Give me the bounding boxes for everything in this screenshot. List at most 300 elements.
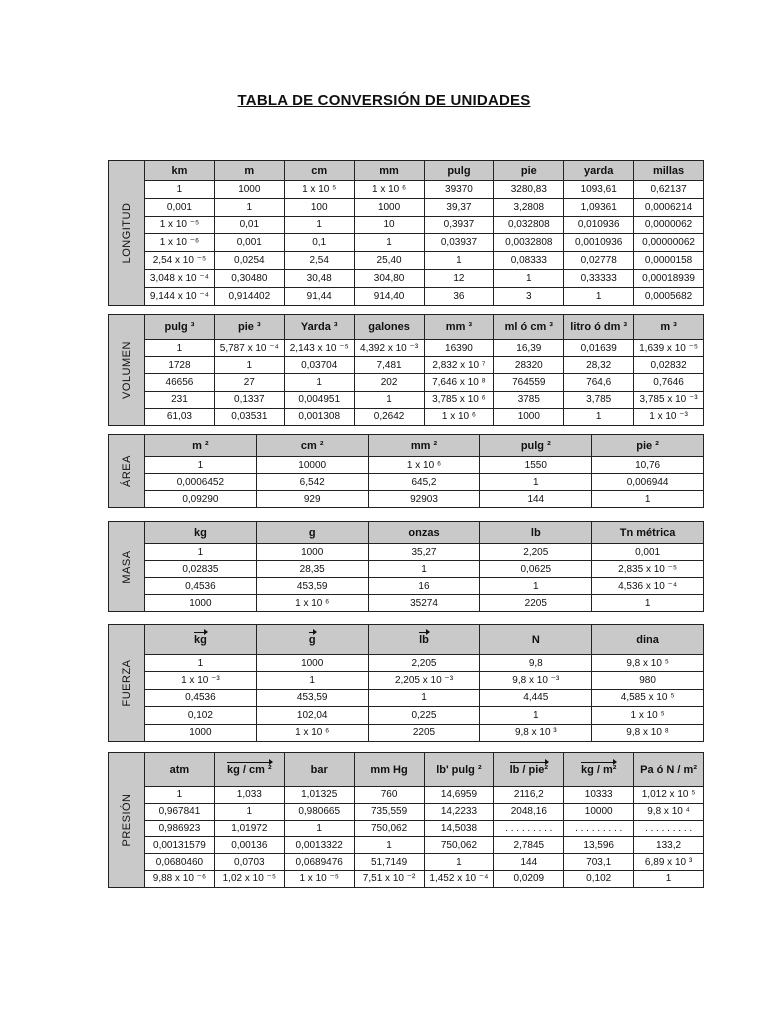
column-header-text: lb [530, 526, 541, 539]
table-cell: 0,0006214 [634, 198, 704, 216]
column-header-text: pie ² [636, 439, 659, 452]
column-header-text: Tn métrica [619, 526, 676, 539]
table-cell: 2,143 x 10 ⁻⁵ [284, 340, 354, 357]
table-cell: 28,35 [256, 561, 368, 578]
column-header [256, 435, 368, 457]
table-cell: 0,00018939 [634, 269, 704, 287]
table-cell: 0,4536 [145, 578, 257, 595]
table-cell: 0,225 [368, 707, 480, 724]
table-row [109, 216, 704, 234]
column-header-text: m [244, 164, 255, 177]
column-header [256, 625, 368, 655]
table-row [109, 820, 704, 837]
column-header [145, 315, 215, 340]
table-cell: 7,481 [354, 357, 424, 374]
table-cell: 1 x 10 ⁶ [354, 181, 424, 199]
column-header-text: lb' pulg ² [436, 763, 482, 776]
table-cell: 0,01639 [564, 340, 634, 357]
table-cell: 1 [214, 803, 284, 820]
table-cell: . . . . . . . . . [564, 820, 634, 837]
table-category-label: PRESIÓN [120, 793, 133, 847]
table-cell: 453,59 [256, 689, 368, 706]
column-header [145, 625, 257, 655]
table-cell: 0,3937 [424, 216, 494, 234]
table-cell: 0,03531 [214, 408, 284, 425]
table-cell: 28320 [494, 357, 564, 374]
column-header [480, 435, 592, 457]
conversion-table-longitud [108, 160, 704, 306]
table-category-label: ÁREA [120, 455, 133, 487]
column-header [145, 522, 257, 544]
table-cell: 16390 [424, 340, 494, 357]
table-cell: 0,1 [284, 234, 354, 252]
table-cell: 0,02778 [564, 252, 634, 270]
table-cell: 1000 [354, 198, 424, 216]
table-cell: 1 [145, 787, 215, 804]
table-row [109, 457, 704, 474]
table-row [109, 408, 704, 425]
table-cell: 0,4536 [145, 689, 257, 706]
table-cell: 1 [284, 374, 354, 391]
table-side-label-cell [109, 161, 145, 306]
table-cell: 1000 [256, 544, 368, 561]
table-cell: 0,03937 [424, 234, 494, 252]
column-header [634, 315, 704, 340]
column-header [592, 625, 704, 655]
table-cell: 1 [480, 474, 592, 491]
table-cell: 0,30480 [214, 269, 284, 287]
table-cell: 0,02835 [145, 561, 257, 578]
table-cell: 3 [494, 287, 564, 305]
table-cell: 7,51 x 10 ⁻² [354, 870, 424, 887]
table-cell: 1 [480, 707, 592, 724]
column-header-text: onzas [408, 526, 440, 539]
table-cell: 144 [480, 491, 592, 508]
column-header [284, 753, 354, 787]
table-cell: 7,646 x 10 ⁸ [424, 374, 494, 391]
table-cell: 61,03 [145, 408, 215, 425]
table-cell: 27 [214, 374, 284, 391]
table-header-row [109, 522, 704, 544]
column-header [214, 161, 284, 181]
table-cell: 0,001 [214, 234, 284, 252]
column-header-text: mm [379, 164, 399, 177]
column-header-text: kg [193, 633, 207, 646]
table-cell: 914,40 [354, 287, 424, 305]
table-cell: 0,0005682 [634, 287, 704, 305]
table-cell: 1,02 x 10 ⁻⁵ [214, 870, 284, 887]
column-header [354, 315, 424, 340]
table-cell: 750,062 [354, 820, 424, 837]
table-side-label-cell [109, 522, 145, 612]
table-cell: 4,392 x 10 ⁻³ [354, 340, 424, 357]
table-cell: 0,7646 [634, 374, 704, 391]
table-cell: 1 [145, 544, 257, 561]
table-row [109, 689, 704, 706]
table-cell: 0,010936 [564, 216, 634, 234]
table-row [109, 357, 704, 374]
table-cell: 30,48 [284, 269, 354, 287]
table-cell: 0,0000062 [634, 216, 704, 234]
table-cell: 10333 [564, 787, 634, 804]
column-header-text: atm [169, 763, 190, 776]
table-cell: 0,032808 [494, 216, 564, 234]
table-cell: 1 [564, 408, 634, 425]
column-header-text: pie [520, 164, 537, 177]
column-header [368, 625, 480, 655]
table-row [109, 234, 704, 252]
column-header-text: millas [652, 164, 685, 177]
table-cell: 0,1337 [214, 391, 284, 408]
column-header-text: kg / m² [580, 763, 617, 776]
table-row [109, 491, 704, 508]
table-cell: 0,01 [214, 216, 284, 234]
column-header [494, 315, 564, 340]
column-header [256, 522, 368, 544]
column-header [634, 753, 704, 787]
table-row [109, 707, 704, 724]
column-header-text: galones [368, 321, 410, 333]
table-cell: 1 x 10 ⁵ [592, 707, 704, 724]
table-cell: 0,08333 [494, 252, 564, 270]
table-cell: 1000 [145, 595, 257, 612]
table-cell: 1 x 10 ⁶ [256, 595, 368, 612]
table-cell: 14,5038 [424, 820, 494, 837]
table-side-label-cell [109, 315, 145, 426]
table-cell: 36 [424, 287, 494, 305]
table-cell: 1 x 10 ⁻³ [634, 408, 704, 425]
table-cell: 9,144 x 10 ⁻⁴ [145, 287, 215, 305]
column-header [480, 625, 592, 655]
table-row [109, 374, 704, 391]
column-header-text: cm ² [300, 439, 324, 452]
column-header [145, 435, 257, 457]
table-cell: 0,0689476 [284, 854, 354, 871]
table-header-row [109, 315, 704, 340]
column-header [480, 522, 592, 544]
column-header-text: dina [636, 633, 659, 646]
table-cell: 0,0006452 [145, 474, 257, 491]
table-row [109, 837, 704, 854]
table-cell: 1,452 x 10 ⁻⁴ [424, 870, 494, 887]
table-cell: 3,785 x 10 ⁻³ [634, 391, 704, 408]
table-cell: 1 [368, 689, 480, 706]
table-cell: 1,639 x 10 ⁻⁵ [634, 340, 704, 357]
table-cell: 3280,83 [494, 181, 564, 199]
table-cell: 3,048 x 10 ⁻⁴ [145, 269, 215, 287]
table-cell: 0,00131579 [145, 837, 215, 854]
table-cell: 0,0703 [214, 854, 284, 871]
column-header-text: pulg ² [520, 439, 551, 452]
table-cell: 1 [284, 216, 354, 234]
table-cell: 764559 [494, 374, 564, 391]
table-cell: 0,980665 [284, 803, 354, 820]
table-cell: 2,54 [284, 252, 354, 270]
table-cell: 3,2808 [494, 198, 564, 216]
table-cell: 0,0010936 [564, 234, 634, 252]
table-cell: 453,59 [256, 578, 368, 595]
table-cell: 0,0032808 [494, 234, 564, 252]
column-header-text: m ³ [660, 321, 677, 333]
column-header-text: litro ó dm ³ [570, 321, 628, 333]
column-header-text: pie ³ [238, 321, 261, 333]
table-row [109, 561, 704, 578]
table-cell: 2,54 x 10 ⁻⁵ [145, 252, 215, 270]
table-cell: 1 [354, 391, 424, 408]
table-cell: 39,37 [424, 198, 494, 216]
column-header [214, 753, 284, 787]
table-row [109, 391, 704, 408]
table-row [109, 787, 704, 804]
table-cell: 1 x 10 ⁻⁵ [284, 870, 354, 887]
table-cell: 10 [354, 216, 424, 234]
table-cell: 9,88 x 10 ⁻⁶ [145, 870, 215, 887]
table-cell: 0,0625 [480, 561, 592, 578]
table-cell: 0,001 [145, 198, 215, 216]
column-header-text: g [308, 526, 316, 539]
column-header-text: cm [311, 164, 328, 177]
conversion-table-volumen [108, 314, 704, 426]
table-cell: 2,832 x 10 ⁷ [424, 357, 494, 374]
column-header [354, 161, 424, 181]
table-row [109, 252, 704, 270]
table-cell: 0,0013322 [284, 837, 354, 854]
table-cell: 1 x 10 ⁶ [256, 724, 368, 741]
table-cell: 1 [214, 357, 284, 374]
table-cell: 645,2 [368, 474, 480, 491]
table-cell: 16 [368, 578, 480, 595]
table-row [109, 870, 704, 887]
table-cell: 0,001308 [284, 408, 354, 425]
column-header-text: lb / pie² [509, 763, 549, 776]
column-header-text: yarda [584, 164, 614, 177]
table-cell: 0,03704 [284, 357, 354, 374]
table-cell: 1 [424, 854, 494, 871]
column-header-text: bar [310, 763, 328, 776]
table-side-label-cell [109, 753, 145, 888]
column-header [145, 753, 215, 787]
column-header-text: g [308, 633, 316, 646]
table-cell: 1 [145, 655, 257, 672]
table-row [109, 655, 704, 672]
table-cell: 1000 [256, 655, 368, 672]
table-row [109, 672, 704, 689]
column-header [592, 522, 704, 544]
table-cell: 1 x 10 ⁻⁶ [145, 234, 215, 252]
table-row [109, 198, 704, 216]
table-cell: 2048,16 [494, 803, 564, 820]
table-cell: 3,785 [564, 391, 634, 408]
table-cell: 25,40 [354, 252, 424, 270]
table-cell: 1 [592, 491, 704, 508]
column-header-text: N [531, 633, 540, 646]
table-cell: 0,00000062 [634, 234, 704, 252]
table-cell: 1 [494, 269, 564, 287]
conversion-table-presion [108, 752, 704, 888]
column-header [284, 315, 354, 340]
table-cell: 0,102 [145, 707, 257, 724]
table-cell: 5,787 x 10 ⁻⁴ [214, 340, 284, 357]
column-header [424, 753, 494, 787]
table-side-label-cell [109, 435, 145, 508]
table-cell: 2205 [368, 724, 480, 741]
column-header [564, 753, 634, 787]
table-cell: 1000 [494, 408, 564, 425]
table-header-row [109, 161, 704, 181]
table-cell: 9,8 x 10 ³ [480, 724, 592, 741]
table-cell: 1 x 10 ⁻³ [145, 672, 257, 689]
table-cell: 2205 [480, 595, 592, 612]
conversion-table-area [108, 434, 704, 508]
table-cell: 14,2233 [424, 803, 494, 820]
table-cell: 1 [145, 181, 215, 199]
table-cell: 1 [145, 457, 257, 474]
column-header-text: pulg ³ [164, 321, 195, 333]
table-row [109, 724, 704, 741]
table-cell: 0,0254 [214, 252, 284, 270]
column-header-text: m ² [192, 439, 209, 452]
column-header [145, 161, 215, 181]
table-row [109, 340, 704, 357]
table-cell: 1000 [145, 724, 257, 741]
table-cell: 0,2642 [354, 408, 424, 425]
table-cell: 4,445 [480, 689, 592, 706]
table-category-label: VOLUMEN [120, 341, 133, 399]
table-cell: 1 x 10 ⁵ [284, 181, 354, 199]
table-cell: 0,33333 [564, 269, 634, 287]
table-cell: 1,033 [214, 787, 284, 804]
table-cell: 0,004951 [284, 391, 354, 408]
table-row [109, 474, 704, 491]
column-header [424, 161, 494, 181]
column-header [564, 315, 634, 340]
table-cell: 91,44 [284, 287, 354, 305]
table-cell: 1,01972 [214, 820, 284, 837]
table-cell: . . . . . . . . . [634, 820, 704, 837]
table-category-label: FUERZA [120, 659, 133, 707]
table-cell: 0,00136 [214, 837, 284, 854]
column-header [284, 161, 354, 181]
table-row [109, 287, 704, 305]
table-cell: . . . . . . . . . [494, 820, 564, 837]
table-row [109, 595, 704, 612]
table-cell: 1,09361 [564, 198, 634, 216]
column-header [494, 753, 564, 787]
table-category-label: LONGITUD [120, 202, 133, 264]
column-header [494, 161, 564, 181]
table-cell: 0,102 [564, 870, 634, 887]
table-cell: 1 [368, 561, 480, 578]
table-row [109, 578, 704, 595]
column-header [368, 435, 480, 457]
table-category-label: MASA [120, 549, 133, 584]
table-cell: 750,062 [424, 837, 494, 854]
table-row [109, 269, 704, 287]
table-cell: 1 [564, 287, 634, 305]
table-cell: 1 [592, 595, 704, 612]
table-cell: 0,02832 [634, 357, 704, 374]
column-header-text: lb [419, 633, 429, 646]
table-cell: 2116,2 [494, 787, 564, 804]
table-cell: 1 x 10 ⁶ [424, 408, 494, 425]
column-header-text: Yarda ³ [300, 321, 338, 333]
table-cell: 2,205 [368, 655, 480, 672]
table-cell: 14,6959 [424, 787, 494, 804]
table-cell: 0,0209 [494, 870, 564, 887]
table-cell: 9,8 x 10 ⁸ [592, 724, 704, 741]
table-cell: 735,559 [354, 803, 424, 820]
column-header-text: pulg [447, 164, 471, 177]
column-header-text: Pa ó N / m² [640, 763, 697, 776]
table-cell: 10,76 [592, 457, 704, 474]
column-header [368, 522, 480, 544]
table-cell: 10000 [564, 803, 634, 820]
table-cell: 1 [145, 340, 215, 357]
table-cell: 0,986923 [145, 820, 215, 837]
table-cell: 0,001 [592, 544, 704, 561]
table-cell: 1,01325 [284, 787, 354, 804]
table-cell: 46656 [145, 374, 215, 391]
table-cell: 0,914402 [214, 287, 284, 305]
column-header-text: ml ó cm ³ [504, 321, 553, 333]
column-header-text: mm Hg [370, 763, 408, 776]
table-cell: 1 [354, 234, 424, 252]
table-cell: 760 [354, 787, 424, 804]
table-header-row [109, 435, 704, 457]
table-cell: 1 [480, 578, 592, 595]
column-header-text: kg [193, 526, 207, 539]
table-cell: 13,596 [564, 837, 634, 854]
table-cell: 1 [214, 198, 284, 216]
document-title: TABLA DE CONVERSIÓN DE UNIDADES [237, 92, 531, 109]
table-cell: 16,39 [494, 340, 564, 357]
table-cell: 6,89 x 10 ³ [634, 854, 704, 871]
table-cell: 92903 [368, 491, 480, 508]
column-header [424, 315, 494, 340]
table-cell: 929 [256, 491, 368, 508]
table-cell: 202 [354, 374, 424, 391]
table-cell: 1550 [480, 457, 592, 474]
table-cell: 1 [354, 837, 424, 854]
table-cell: 28,32 [564, 357, 634, 374]
conversion-table-masa [108, 521, 704, 612]
table-cell: 9,8 [480, 655, 592, 672]
table-cell: 4,585 x 10 ⁵ [592, 689, 704, 706]
table-cell: 1093,61 [564, 181, 634, 199]
table-cell: 6,542 [256, 474, 368, 491]
table-row [109, 803, 704, 820]
column-header [214, 315, 284, 340]
table-cell: 1 [424, 252, 494, 270]
table-cell: 2,7845 [494, 837, 564, 854]
table-cell: 12 [424, 269, 494, 287]
table-row [109, 544, 704, 561]
table-cell: 144 [494, 854, 564, 871]
table-cell: 1 x 10 ⁶ [368, 457, 480, 474]
table-cell: 9,8 x 10 ⁴ [634, 803, 704, 820]
table-cell: 2,835 x 10 ⁻⁵ [592, 561, 704, 578]
table-cell: 1 x 10 ⁻⁵ [145, 216, 215, 234]
table-cell: 133,2 [634, 837, 704, 854]
table-row [109, 854, 704, 871]
column-header [592, 435, 704, 457]
table-cell: 703,1 [564, 854, 634, 871]
table-cell: 35274 [368, 595, 480, 612]
table-cell: 1,012 x 10 ⁵ [634, 787, 704, 804]
column-header [634, 161, 704, 181]
table-side-label-cell [109, 625, 145, 742]
table-cell: 4,536 x 10 ⁻⁴ [592, 578, 704, 595]
